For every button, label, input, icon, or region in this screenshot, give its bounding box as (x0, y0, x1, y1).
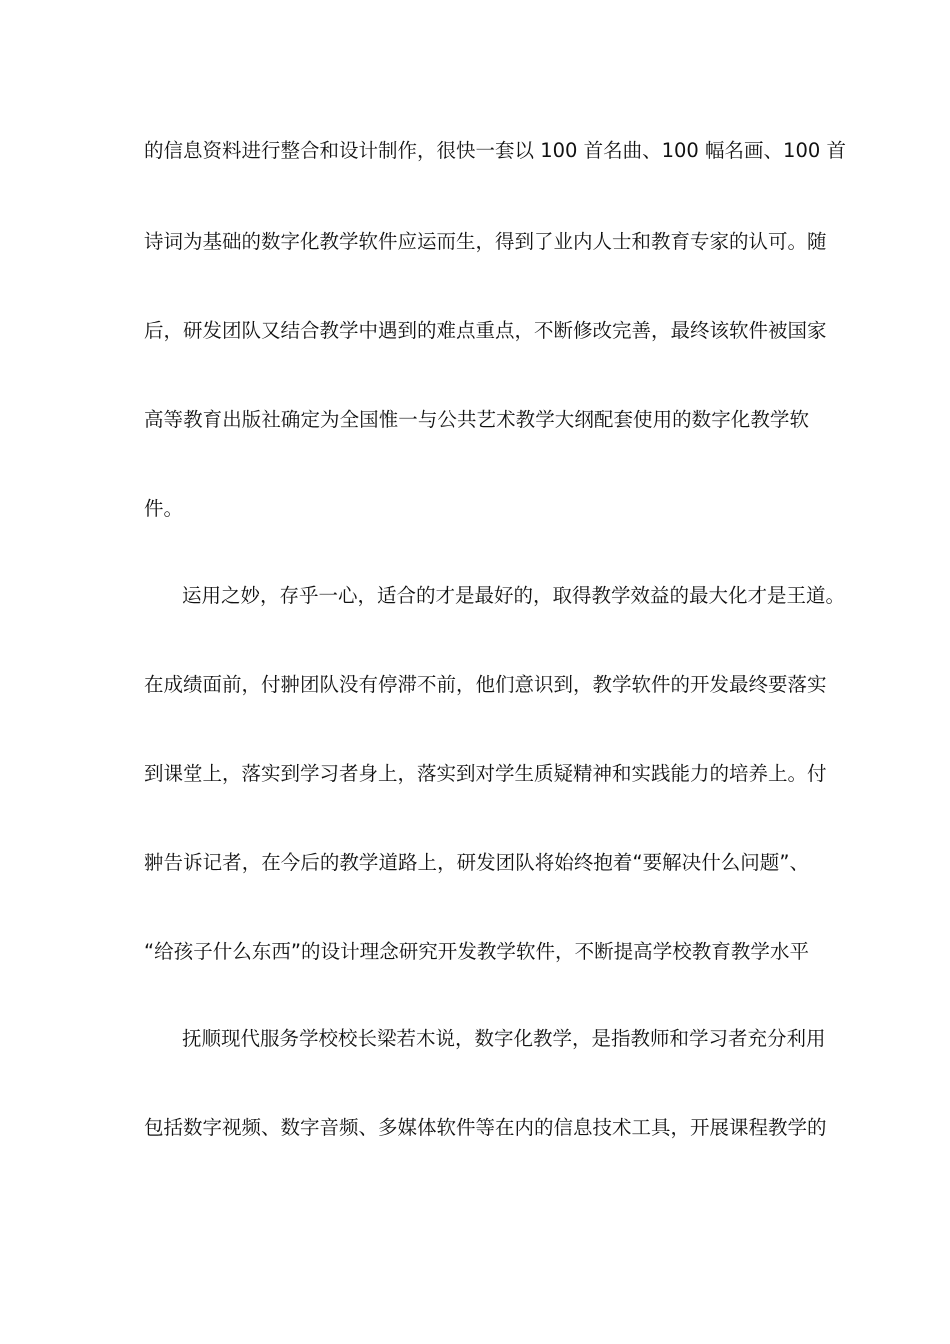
text-line: 到课堂上，落实到学习者身上，落实到对学生质疑精神和实践能力的培养上。付 (144, 762, 827, 785)
text-line: 后，研发团队又结合教学中遇到的难点重点，不断修改完善，最终该软件被国家 (144, 319, 827, 342)
text-line: 高等教育出版社确定为全国惟一与公共艺术教学大纲配套使用的数字化教学软 (144, 408, 809, 431)
text-line: 包括数字视频、数字音频、多媒体软件等在内的信息技术工具，开展课程教学的 (144, 1116, 827, 1139)
text-line: “给孩子什么东西”的设计理念研究开发教学软件，不断提高学校教育教学水平 (144, 940, 809, 963)
text-line: 抚顺现代服务学校校长梁若木说，数字化教学，是指教师和学习者充分利用 (182, 1027, 826, 1050)
text-line: 诗词为基础的数字化教学软件应运而生，得到了业内人士和教育专家的认可。随 (144, 230, 827, 253)
text-line: 运用之妙，存乎一心，适合的才是最好的，取得教学效益的最大化才是王道。 (182, 584, 846, 607)
text-line: 件。 (144, 497, 184, 520)
text-line: 在成绩面前，付翀团队没有停滞不前，他们意识到，教学软件的开发最终要落实 (144, 673, 827, 696)
text-line: 翀告诉记者，在今后的教学道路上，研发团队将始终抱着“要解决什么问题”、 (144, 851, 809, 874)
text-line: 的信息资料进行整合和设计制作，很快一套以 100 首名曲、100 幅名画、100 首 (144, 139, 846, 162)
